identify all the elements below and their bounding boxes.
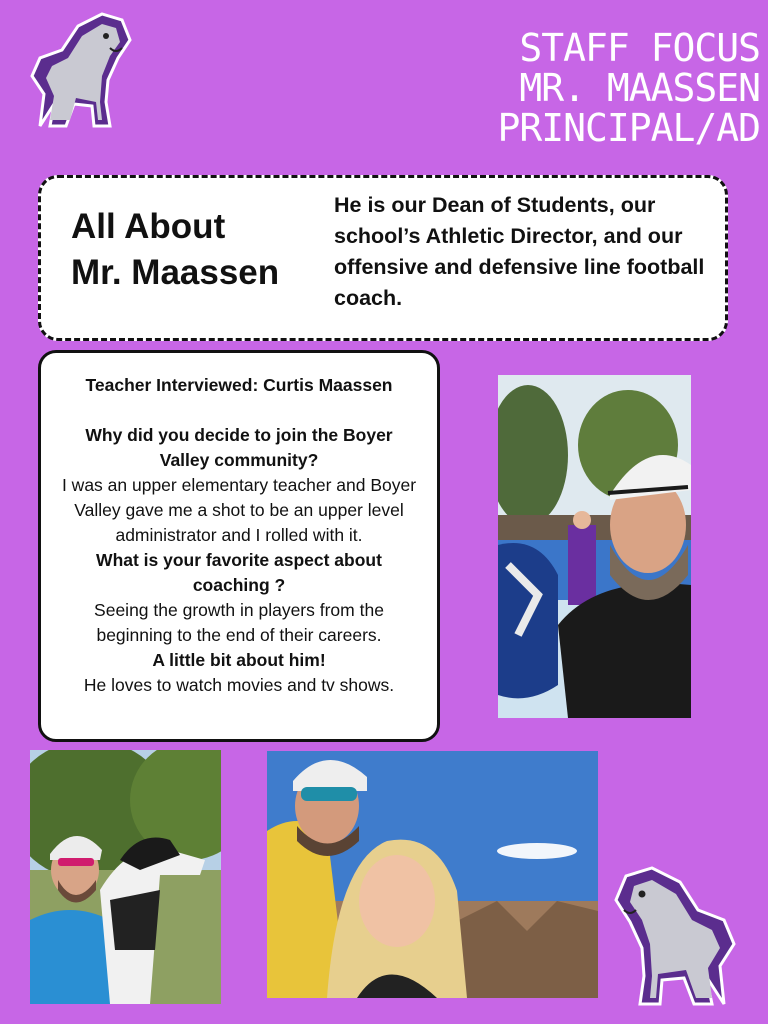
question-2: What is your favorite aspect about coaching ?: [96, 550, 382, 595]
photo-pickleball-selfie: [498, 375, 691, 718]
photo-canyon-selfie: [267, 751, 598, 998]
about-heading: [71, 204, 321, 296]
about-description: He is our Dean of Students, our school’s Athletic Director, and our offensive and defensive line football coach.: [334, 193, 705, 310]
answer-2: Seeing the growth in players from the beginning to the end of their careers.: [94, 600, 384, 645]
about-heading-line2: Mr. Maassen: [71, 253, 280, 292]
title-line-2: MR. MAASSEN: [519, 66, 760, 110]
answer-3: He loves to watch movies and tv shows.: [83, 675, 395, 695]
bulldog-mascot-icon: [606, 858, 752, 1008]
about-heading-line1: All About: [71, 207, 226, 246]
teacher-interviewed: Teacher Interviewed: Curtis Maassen: [85, 375, 393, 395]
bulldog-mascot-icon: [10, 6, 134, 130]
question-1: Why did you decide to join the Boyer Valley community?: [85, 425, 393, 470]
staff-focus-title: [430, 28, 760, 148]
about-card: [38, 175, 728, 341]
photo-with-dog: [30, 750, 221, 1004]
title-line-1: STAFF FOCUS: [519, 26, 760, 70]
question-3: A little bit about him!: [152, 650, 326, 670]
title-line-3: PRINCIPAL/AD: [497, 106, 760, 150]
interview-card: [38, 350, 440, 742]
answer-1: I was an upper elementary teacher and Boyer Valley gave me a shot to be an upper level administrator and I rolled with it.: [61, 475, 417, 545]
